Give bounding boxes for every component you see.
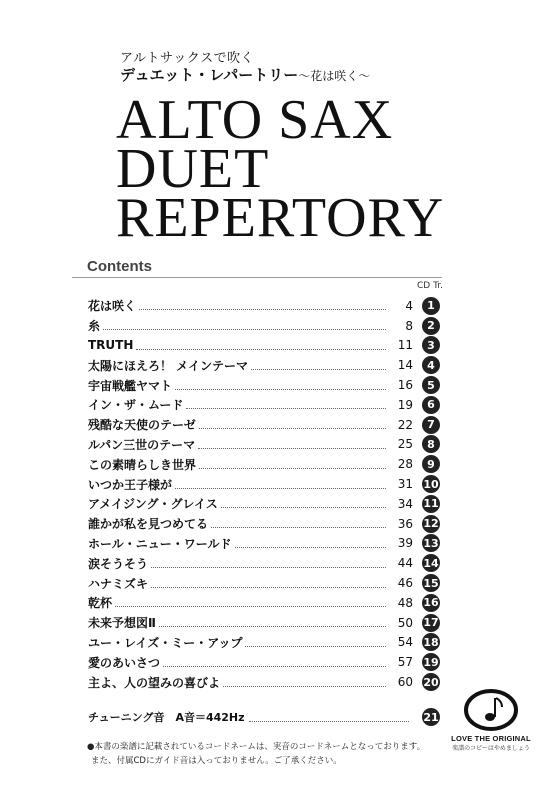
track-badge: 20 bbox=[422, 673, 440, 691]
page-number: 36 bbox=[397, 516, 413, 531]
title-line-1: ALTO SAX bbox=[116, 89, 394, 151]
subtitle-duet-repertoire bbox=[120, 64, 370, 85]
toc-row bbox=[88, 633, 440, 653]
song-title: ハナミズキ bbox=[88, 576, 149, 591]
track-badge: 9 bbox=[422, 455, 440, 473]
leader-dots bbox=[175, 381, 386, 390]
leader-dots bbox=[139, 301, 386, 310]
title-line-3: REPERTORY bbox=[116, 187, 445, 249]
track-badge: 2 bbox=[422, 317, 440, 335]
subtitle-main: デュエット・レパートリー bbox=[120, 66, 299, 84]
song-title: 愛のあいさつ bbox=[88, 655, 161, 670]
song-title: イン・ザ・ムード bbox=[88, 398, 184, 413]
footnote-line-2: また、付属CDにガイド音は入っておりません。ご了承ください。 bbox=[91, 756, 342, 766]
track-badge: 7 bbox=[422, 416, 440, 434]
song-title: 糸 bbox=[88, 319, 101, 334]
leader-dots bbox=[151, 579, 386, 588]
page-number: 34 bbox=[397, 496, 413, 511]
leader-dots bbox=[221, 499, 386, 508]
toc-row bbox=[88, 593, 440, 613]
page-number: 25 bbox=[397, 437, 413, 452]
page-number: 39 bbox=[397, 536, 413, 551]
logo-text: LOVE THE ORIGINAL bbox=[451, 734, 531, 743]
toc-row bbox=[88, 316, 440, 336]
track-badge: 12 bbox=[422, 515, 440, 533]
leader-dots bbox=[103, 321, 386, 330]
leader-dots bbox=[136, 341, 386, 350]
leader-dots bbox=[249, 713, 409, 722]
song-title: 涙そうそう bbox=[88, 556, 149, 571]
leader-dots bbox=[186, 400, 386, 409]
toc-row bbox=[88, 355, 440, 375]
song-title: 太陽にほえろ！ メインテーマ bbox=[88, 358, 248, 373]
track-badge: 4 bbox=[422, 356, 440, 374]
leader-dots bbox=[223, 678, 386, 687]
track-badge: 11 bbox=[422, 495, 440, 513]
page-number: 19 bbox=[397, 397, 413, 412]
page-number: 28 bbox=[397, 457, 413, 472]
toc-row bbox=[88, 573, 440, 593]
toc-row bbox=[88, 494, 440, 514]
toc-row bbox=[88, 514, 440, 534]
tuning-label: チューニング音 A音＝442Hz bbox=[88, 711, 245, 724]
track-badge: 17 bbox=[422, 614, 440, 632]
subtitle-tail: 〜花は咲く〜 bbox=[298, 69, 371, 83]
leader-dots bbox=[199, 420, 386, 429]
leader-dots bbox=[175, 480, 386, 489]
song-title: 宇宙戦艦ヤマト bbox=[88, 378, 173, 393]
leader-dots bbox=[235, 539, 386, 548]
leader-dots bbox=[211, 519, 386, 528]
page-number: 22 bbox=[397, 417, 413, 432]
tuning-row bbox=[88, 708, 440, 726]
leader-dots bbox=[159, 618, 386, 627]
song-title: 誰かが私を見つめてる bbox=[88, 517, 209, 532]
toc-row bbox=[88, 296, 440, 316]
track-badge: 3 bbox=[422, 336, 440, 354]
contents-heading: Contents bbox=[87, 258, 152, 275]
track-badge: 8 bbox=[422, 435, 440, 453]
toc-row bbox=[88, 336, 440, 356]
track-badge: 21 bbox=[422, 708, 440, 726]
table-of-contents bbox=[88, 296, 440, 692]
song-title: TRUTH bbox=[88, 338, 134, 353]
song-title: 乾杯 bbox=[88, 596, 113, 611]
page-number: 46 bbox=[397, 576, 413, 591]
leader-dots bbox=[251, 361, 386, 370]
toc-row bbox=[88, 613, 440, 633]
leader-dots bbox=[199, 460, 386, 469]
song-title: 残酷な天使のテーゼ bbox=[88, 418, 196, 433]
page-number: 44 bbox=[397, 556, 413, 571]
track-badge: 14 bbox=[422, 554, 440, 572]
song-title: 花は咲く bbox=[88, 299, 137, 314]
song-title: いつか王子様が bbox=[88, 477, 173, 492]
leader-dots bbox=[198, 440, 386, 449]
leader-dots bbox=[115, 598, 386, 607]
love-the-original-logo bbox=[446, 688, 536, 752]
song-title: 未来予想図Ⅱ bbox=[88, 616, 156, 631]
footnote bbox=[87, 740, 425, 768]
track-badge: 6 bbox=[422, 396, 440, 414]
subtitle-japanese: アルトサックスで吹く bbox=[120, 51, 255, 66]
toc-row bbox=[88, 415, 440, 435]
toc-row bbox=[88, 395, 440, 415]
title-line-2: DUET bbox=[116, 138, 270, 200]
page-number: 48 bbox=[397, 595, 413, 610]
page-number: 31 bbox=[397, 477, 413, 492]
song-title: アメイジング・グレイス bbox=[88, 497, 218, 512]
leader-dots bbox=[163, 658, 386, 667]
page-number: 4 bbox=[405, 298, 413, 313]
song-title: この素晴らしき世界 bbox=[88, 457, 197, 472]
page-number: 54 bbox=[397, 635, 413, 650]
leader-dots bbox=[245, 638, 386, 647]
toc-row bbox=[88, 454, 440, 474]
toc-row bbox=[88, 553, 440, 573]
toc-row bbox=[88, 375, 440, 395]
song-title: ルパン三世のテーマ bbox=[88, 437, 196, 452]
toc-row bbox=[88, 474, 440, 494]
logo-subtext: 楽譜のコピーはやめましょう bbox=[452, 745, 530, 752]
toc-row bbox=[88, 534, 440, 554]
track-badge: 16 bbox=[422, 594, 440, 612]
song-title: 主よ、人の望みの喜びよ bbox=[88, 675, 221, 690]
song-title: ユー・レイズ・ミー・アップ bbox=[88, 635, 243, 650]
track-badge: 18 bbox=[422, 633, 440, 651]
track-badge: 1 bbox=[422, 297, 440, 315]
cd-track-label: CD Tr. bbox=[417, 281, 443, 291]
track-badge: 15 bbox=[422, 574, 440, 592]
toc-row bbox=[88, 435, 440, 455]
track-badge: 13 bbox=[422, 534, 440, 552]
track-badge: 10 bbox=[422, 475, 440, 493]
page-number: 8 bbox=[405, 318, 413, 333]
footnote-line-1: ●本書の楽譜に記載されているコードネームは、実音のコードネームとなっております。 bbox=[87, 742, 426, 752]
toc-row bbox=[88, 652, 440, 672]
music-note-icon bbox=[463, 688, 519, 732]
track-badge: 19 bbox=[422, 653, 440, 671]
track-badge: 5 bbox=[422, 376, 440, 394]
page-number: 11 bbox=[397, 338, 413, 353]
page-number: 60 bbox=[397, 675, 413, 690]
song-title: ホール・ニュー・ワールド bbox=[88, 536, 232, 551]
contents-divider bbox=[72, 277, 442, 278]
page-number: 57 bbox=[397, 655, 413, 670]
leader-dots bbox=[151, 559, 386, 568]
page-number: 16 bbox=[397, 378, 413, 393]
page-number: 50 bbox=[397, 615, 413, 630]
toc-row bbox=[88, 672, 440, 692]
page-number: 14 bbox=[397, 358, 413, 373]
